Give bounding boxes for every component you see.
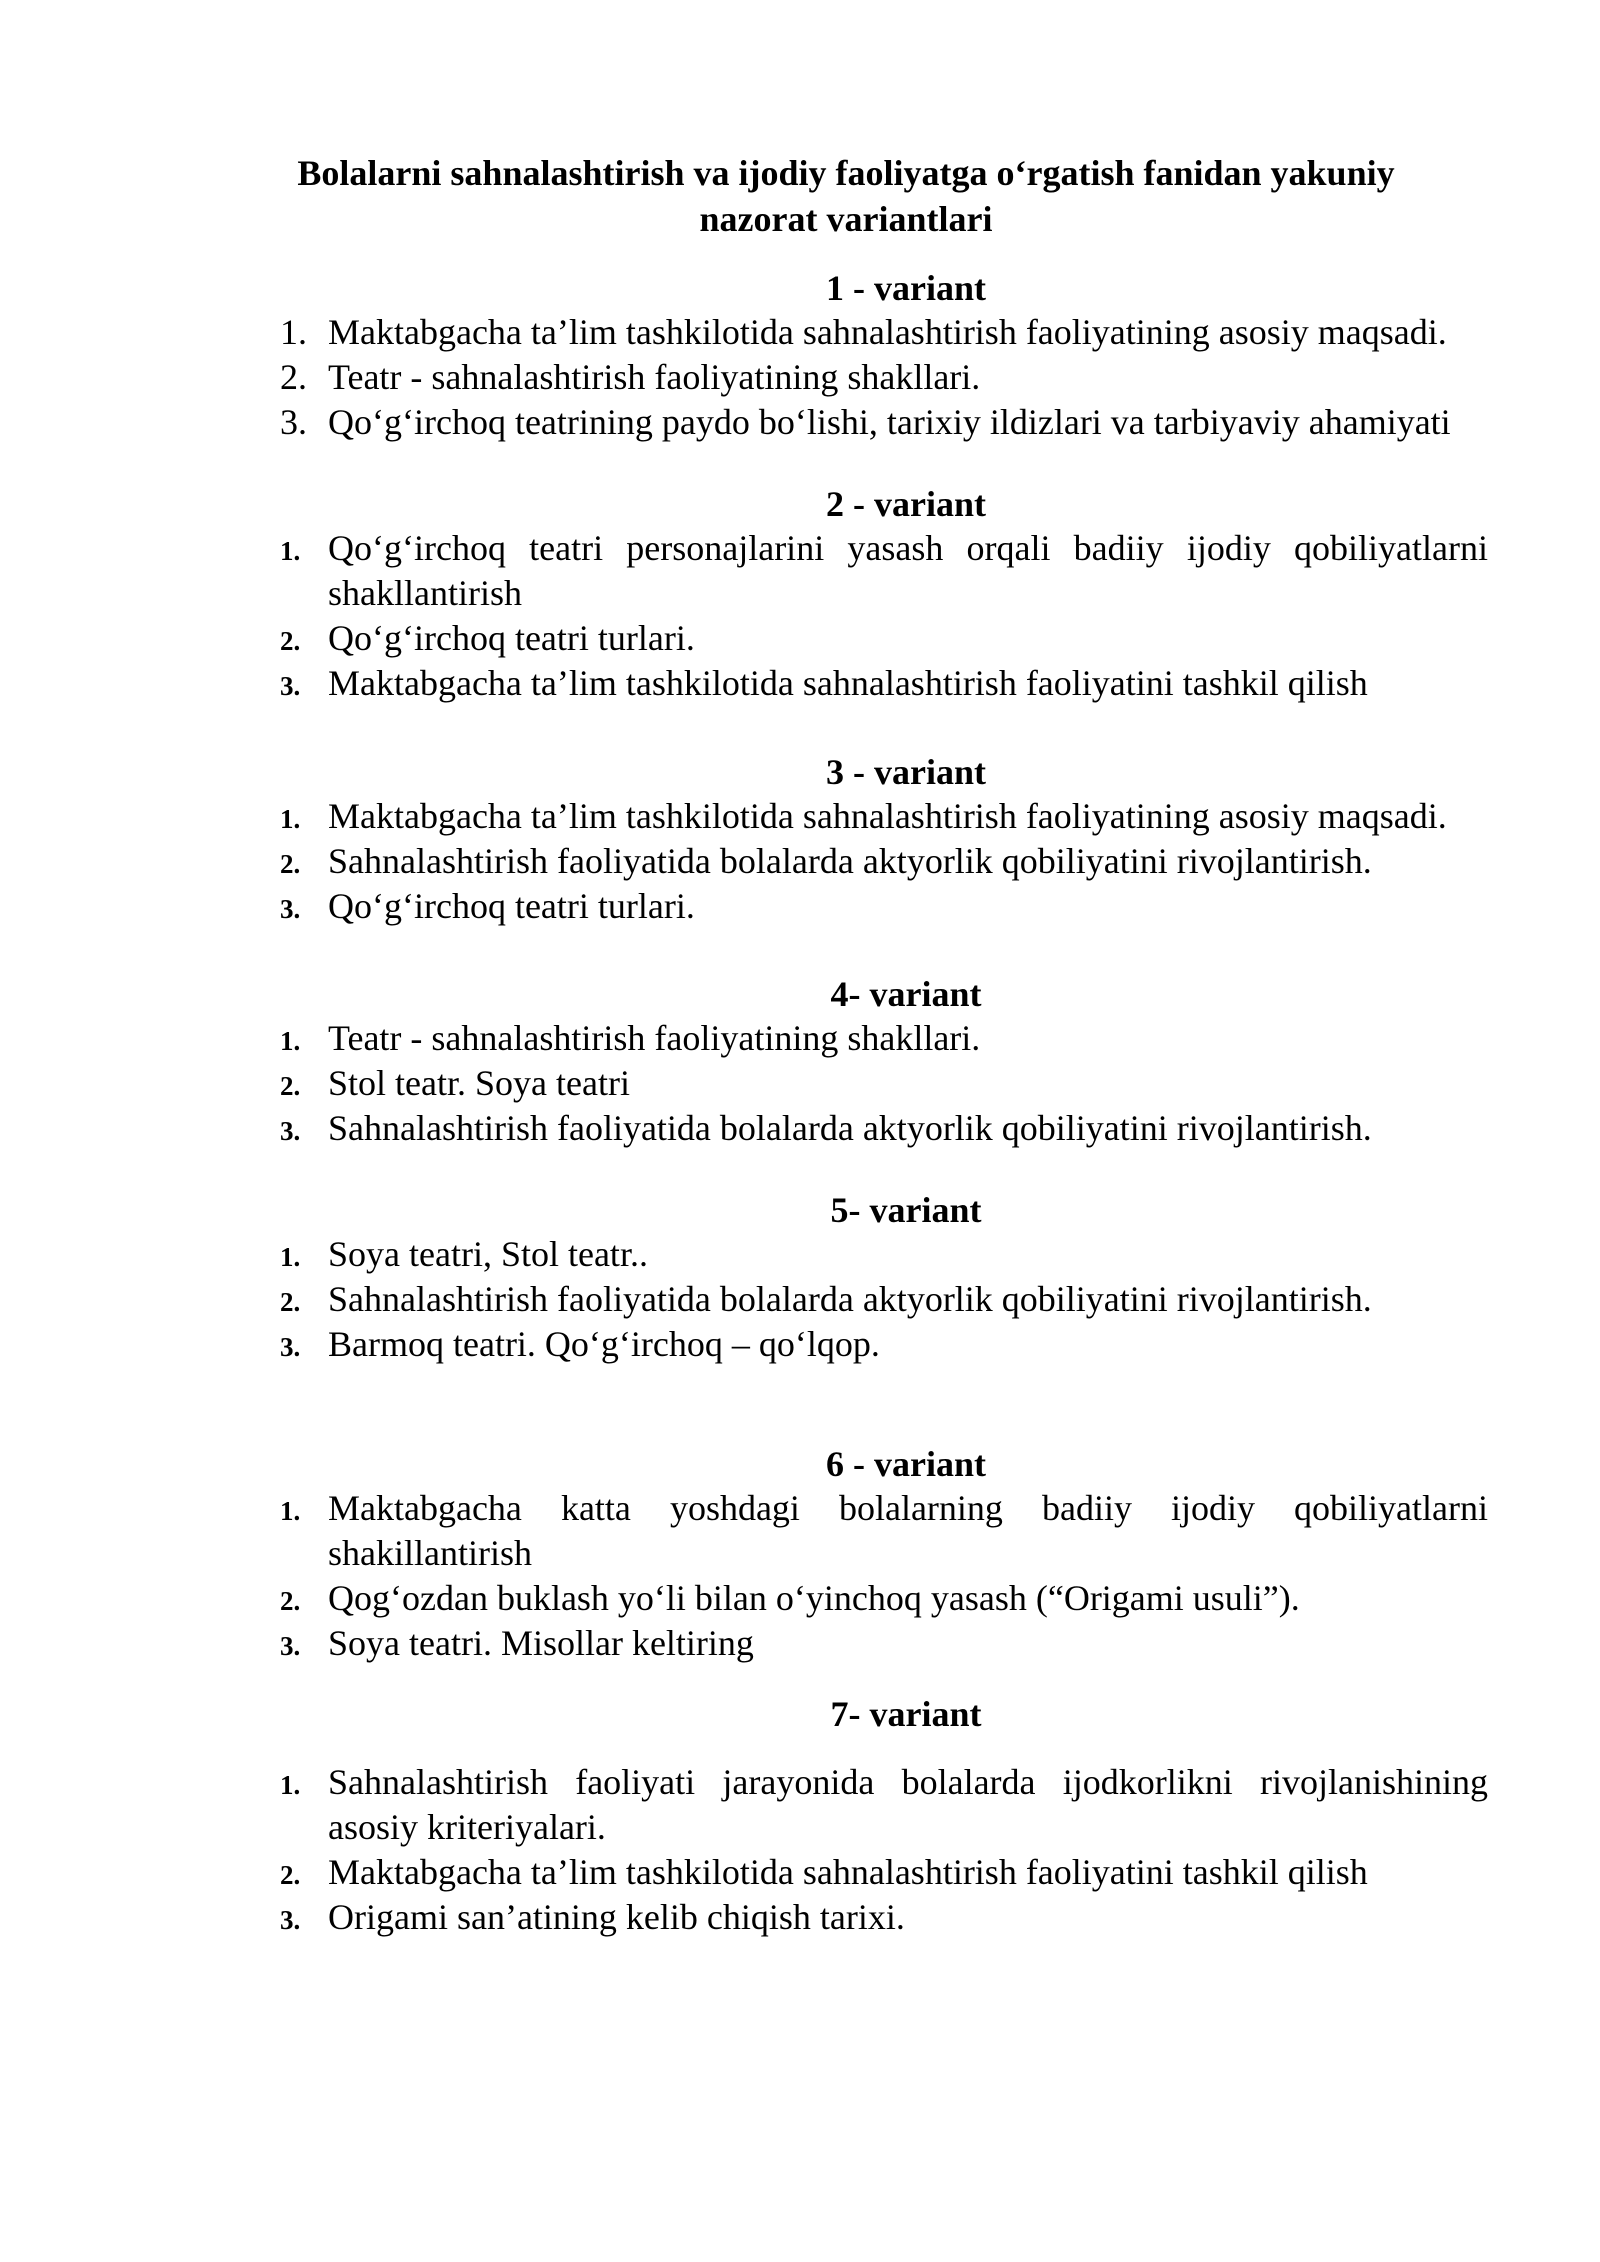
- question-list: [270, 1232, 1488, 1367]
- variant-1: [270, 266, 1488, 445]
- question-item: [270, 355, 1488, 400]
- question-text: Teatr - sahnalashtirish faoliyatining shakllari.: [328, 357, 981, 397]
- question-item: [270, 1621, 1488, 1666]
- question-text: Qo‘g‘irchoq teatri turlari.: [328, 618, 695, 658]
- question-item: [270, 1106, 1488, 1151]
- question-number: 1.: [280, 1026, 301, 1056]
- question-number: 3.: [280, 402, 307, 442]
- question-item: [270, 1061, 1488, 1106]
- variant-4: [270, 972, 1488, 1151]
- variant-heading: 5- variant: [830, 1190, 982, 1230]
- question-text: Sahnalashtirish faoliyatida bolalarda aktyorlik qobiliyatini rivojlantirish.: [328, 841, 1372, 881]
- question-text: Qog‘ozdan buklash yo‘li bilan o‘yinchoq yasash (“Origami usuli”).: [328, 1578, 1300, 1618]
- question-number: 2.: [280, 1860, 301, 1890]
- question-text: Maktabgacha ta’lim tashkilotida sahnalashtirish faoliyatining asosiy maqsadi.: [328, 796, 1447, 836]
- question-number: 3.: [280, 894, 301, 924]
- question-number: 2.: [280, 1586, 301, 1616]
- question-text: Qo‘g‘irchoq teatri turlari.: [328, 886, 695, 926]
- question-text: Sahnalashtirish faoliyati jarayonida bolalarda ijodkorlikni rivojlanishining asosiy kriteriyalari.: [328, 1762, 1488, 1847]
- question-item: [270, 839, 1488, 884]
- question-item: [270, 1576, 1488, 1621]
- question-number: 1.: [280, 1770, 301, 1800]
- question-number: 3.: [280, 1905, 301, 1935]
- question-number: 3.: [280, 671, 301, 701]
- question-text: Qo‘g‘irchoq teatrining paydo bo‘lishi, tarixiy ildizlari va tarbiyaviy ahamiyati: [328, 402, 1451, 442]
- question-item: [270, 526, 1488, 616]
- question-item: [270, 794, 1488, 839]
- question-number: 3.: [280, 1332, 301, 1362]
- question-item: [270, 884, 1488, 929]
- question-text: Maktabgacha ta’lim tashkilotida sahnalashtirish faoliyatining asosiy maqsadi.: [328, 312, 1447, 352]
- question-list: [270, 794, 1488, 929]
- question-text: Sahnalashtirish faoliyatida bolalarda aktyorlik qobiliyatini rivojlantirish.: [328, 1108, 1372, 1148]
- variant-2: [270, 482, 1488, 706]
- variant-heading: 1 - variant: [826, 268, 986, 308]
- question-text: Soya teatri. Misollar keltiring: [328, 1623, 754, 1663]
- question-number: 1.: [280, 1496, 301, 1526]
- question-item: [270, 310, 1488, 355]
- question-item: [270, 1486, 1488, 1576]
- document-title: Bolalarni sahnalashtirish va ijodiy faoliyatga o‘rgatish fanidan yakuniy nazorat variantlari: [297, 153, 1395, 239]
- question-number: 3.: [280, 1116, 301, 1146]
- question-number: 2.: [280, 357, 307, 397]
- variant-heading: 7- variant: [830, 1694, 982, 1734]
- variant-3: [270, 750, 1488, 929]
- question-list: [270, 1760, 1488, 1940]
- question-number: 3.: [280, 1631, 301, 1661]
- question-item: [270, 661, 1488, 706]
- question-number: 2.: [280, 1287, 301, 1317]
- variant-heading: 4- variant: [830, 974, 982, 1014]
- question-list: [270, 1486, 1488, 1666]
- question-text: Teatr - sahnalashtirish faoliyatining shakllari.: [328, 1018, 981, 1058]
- question-number: 1.: [280, 1242, 301, 1272]
- question-number: 1.: [280, 312, 307, 352]
- variant-heading: 2 - variant: [826, 484, 986, 524]
- question-number: 2.: [280, 626, 301, 656]
- question-item: [270, 400, 1488, 445]
- question-item: [270, 616, 1488, 661]
- question-text: Sahnalashtirish faoliyatida bolalarda aktyorlik qobiliyatini rivojlantirish.: [328, 1279, 1372, 1319]
- question-item: [270, 1322, 1488, 1367]
- question-item: [270, 1760, 1488, 1850]
- question-list: [270, 1016, 1488, 1151]
- question-item: [270, 1895, 1488, 1940]
- variant-7: [270, 1692, 1488, 1940]
- variant-5: [270, 1188, 1488, 1367]
- question-number: 1.: [280, 536, 301, 566]
- question-item: [270, 1850, 1488, 1895]
- variant-heading: 3 - variant: [826, 752, 986, 792]
- question-list: [270, 526, 1488, 706]
- question-text: Barmoq teatri. Qo‘g‘irchoq – qo‘lqop.: [328, 1324, 880, 1364]
- question-item: [270, 1277, 1488, 1322]
- question-text: Origami san’atining kelib chiqish tarixi.: [328, 1897, 905, 1937]
- question-list: [270, 310, 1488, 445]
- question-text: Maktabgacha ta’lim tashkilotida sahnalashtirish faoliyatini tashkil qilish: [328, 1852, 1368, 1892]
- question-text: Soya teatri, Stol teatr..: [328, 1234, 648, 1274]
- variant-6: [270, 1442, 1488, 1666]
- question-text: Maktabgacha katta yoshdagi bolalarning badiiy ijodiy qobiliyatlarni shakillantirish: [328, 1488, 1488, 1573]
- question-text: Stol teatr. Soya teatri: [328, 1063, 630, 1103]
- question-item: [270, 1016, 1488, 1061]
- variant-heading: 6 - variant: [826, 1444, 986, 1484]
- question-text: Maktabgacha ta’lim tashkilotida sahnalashtirish faoliyatini tashkil qilish: [328, 663, 1368, 703]
- question-number: 2.: [280, 1071, 301, 1101]
- question-item: [270, 1232, 1488, 1277]
- question-text: Qo‘g‘irchoq teatri personajlarini yasash orqali badiiy ijodiy qobiliyatlarni shakllantirish: [328, 528, 1488, 613]
- question-number: 2.: [280, 849, 301, 879]
- question-number: 1.: [280, 804, 301, 834]
